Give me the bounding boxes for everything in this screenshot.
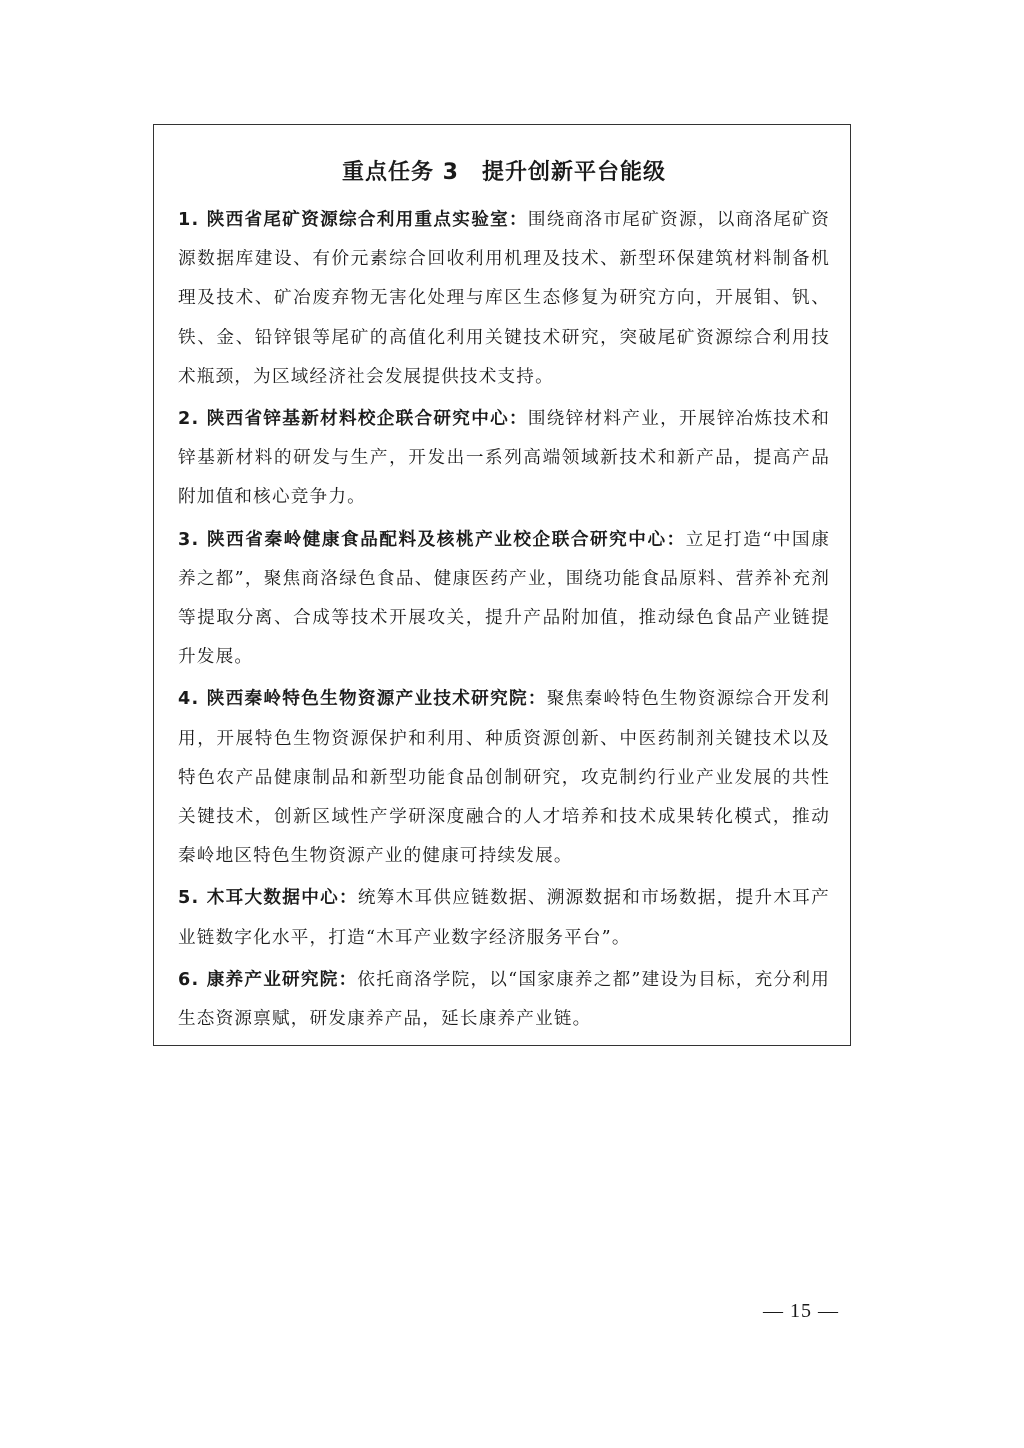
task-item-name: 1. 陕西省尾矿资源综合利用重点实验室：	[178, 210, 528, 230]
task-item-6	[178, 961, 830, 1039]
task-item-1	[178, 201, 830, 397]
task-item-name: 2. 陕西省锌基新材料校企联合研究中心：	[178, 409, 528, 430]
box-title: 重点任务 3 提升创新平台能级	[342, 160, 666, 185]
task-item-name: 4. 陕西秦岭特色生物资源产业技术研究院：	[178, 689, 547, 710]
page-number: — 15 —	[763, 1300, 839, 1322]
task-item-name: 3. 陕西省秦岭健康食品配料及核桃产业校企联合研究中心：	[178, 529, 686, 550]
task-item-body: 围绕锌材料产业，开展锌冶炼技术和锌基新材料的研发与生产，开发出一系列高端领域新技术和新产品，提高产品附加值和核心竞争力。	[178, 409, 830, 508]
task-item-body: 围绕商洛市尾矿资源，以商洛尾矿资源数据库建设、有价元素综合回收利用机理及技术、新型环保建筑材料制备机理及技术、矿冶废弃物无害化处理与库区生态修复为研究方向，开展钼、钒、铁、金、铅锌银等尾矿的高值化利用关键技术研究，突破尾矿资源综合利用技术瓶颈，为区域经济社会发展提供技术支持。	[178, 210, 830, 387]
task-item-body: 统筹木耳供应链数据、溯源数据和市场数据，提升木耳产业链数字化水平，打造“木耳产业数字经济服务平台”。	[178, 888, 830, 948]
task-item-4	[178, 680, 830, 876]
task-item-5	[178, 879, 830, 957]
task-item-3	[178, 521, 830, 678]
task-item-name: 5. 木耳大数据中心：	[178, 888, 358, 909]
task-item-name: 6. 康养产业研究院：	[178, 969, 358, 990]
task-item-body: 依托商洛学院，以“国家康养之都”建设为目标，充分利用生态资源禀赋，研发康养产品，延长康养产业链。	[178, 969, 830, 1030]
key-task-box	[153, 124, 851, 1046]
task-item-body: 立足打造“中国康养之都”，聚焦商洛绿色食品、健康医药产业，围绕功能食品原料、营养补充剂等提取分离、合成等技术开展攻关，提升产品附加值，推动绿色食品产业链提升发展。	[178, 529, 830, 668]
task-item-2	[178, 400, 830, 518]
task-item-body: 聚焦秦岭特色生物资源综合开发利用，开展特色生物资源保护和利用、种质资源创新、中医药制剂关键技术以及特色农产品健康制品和新型功能食品创制研究，攻克制约行业产业发展的共性关键技术，创新区域性产学研深度融合的人才培养和技术成果转化模式，推动秦岭地区特色生物资源产业的健康可持续发展。	[178, 689, 830, 867]
